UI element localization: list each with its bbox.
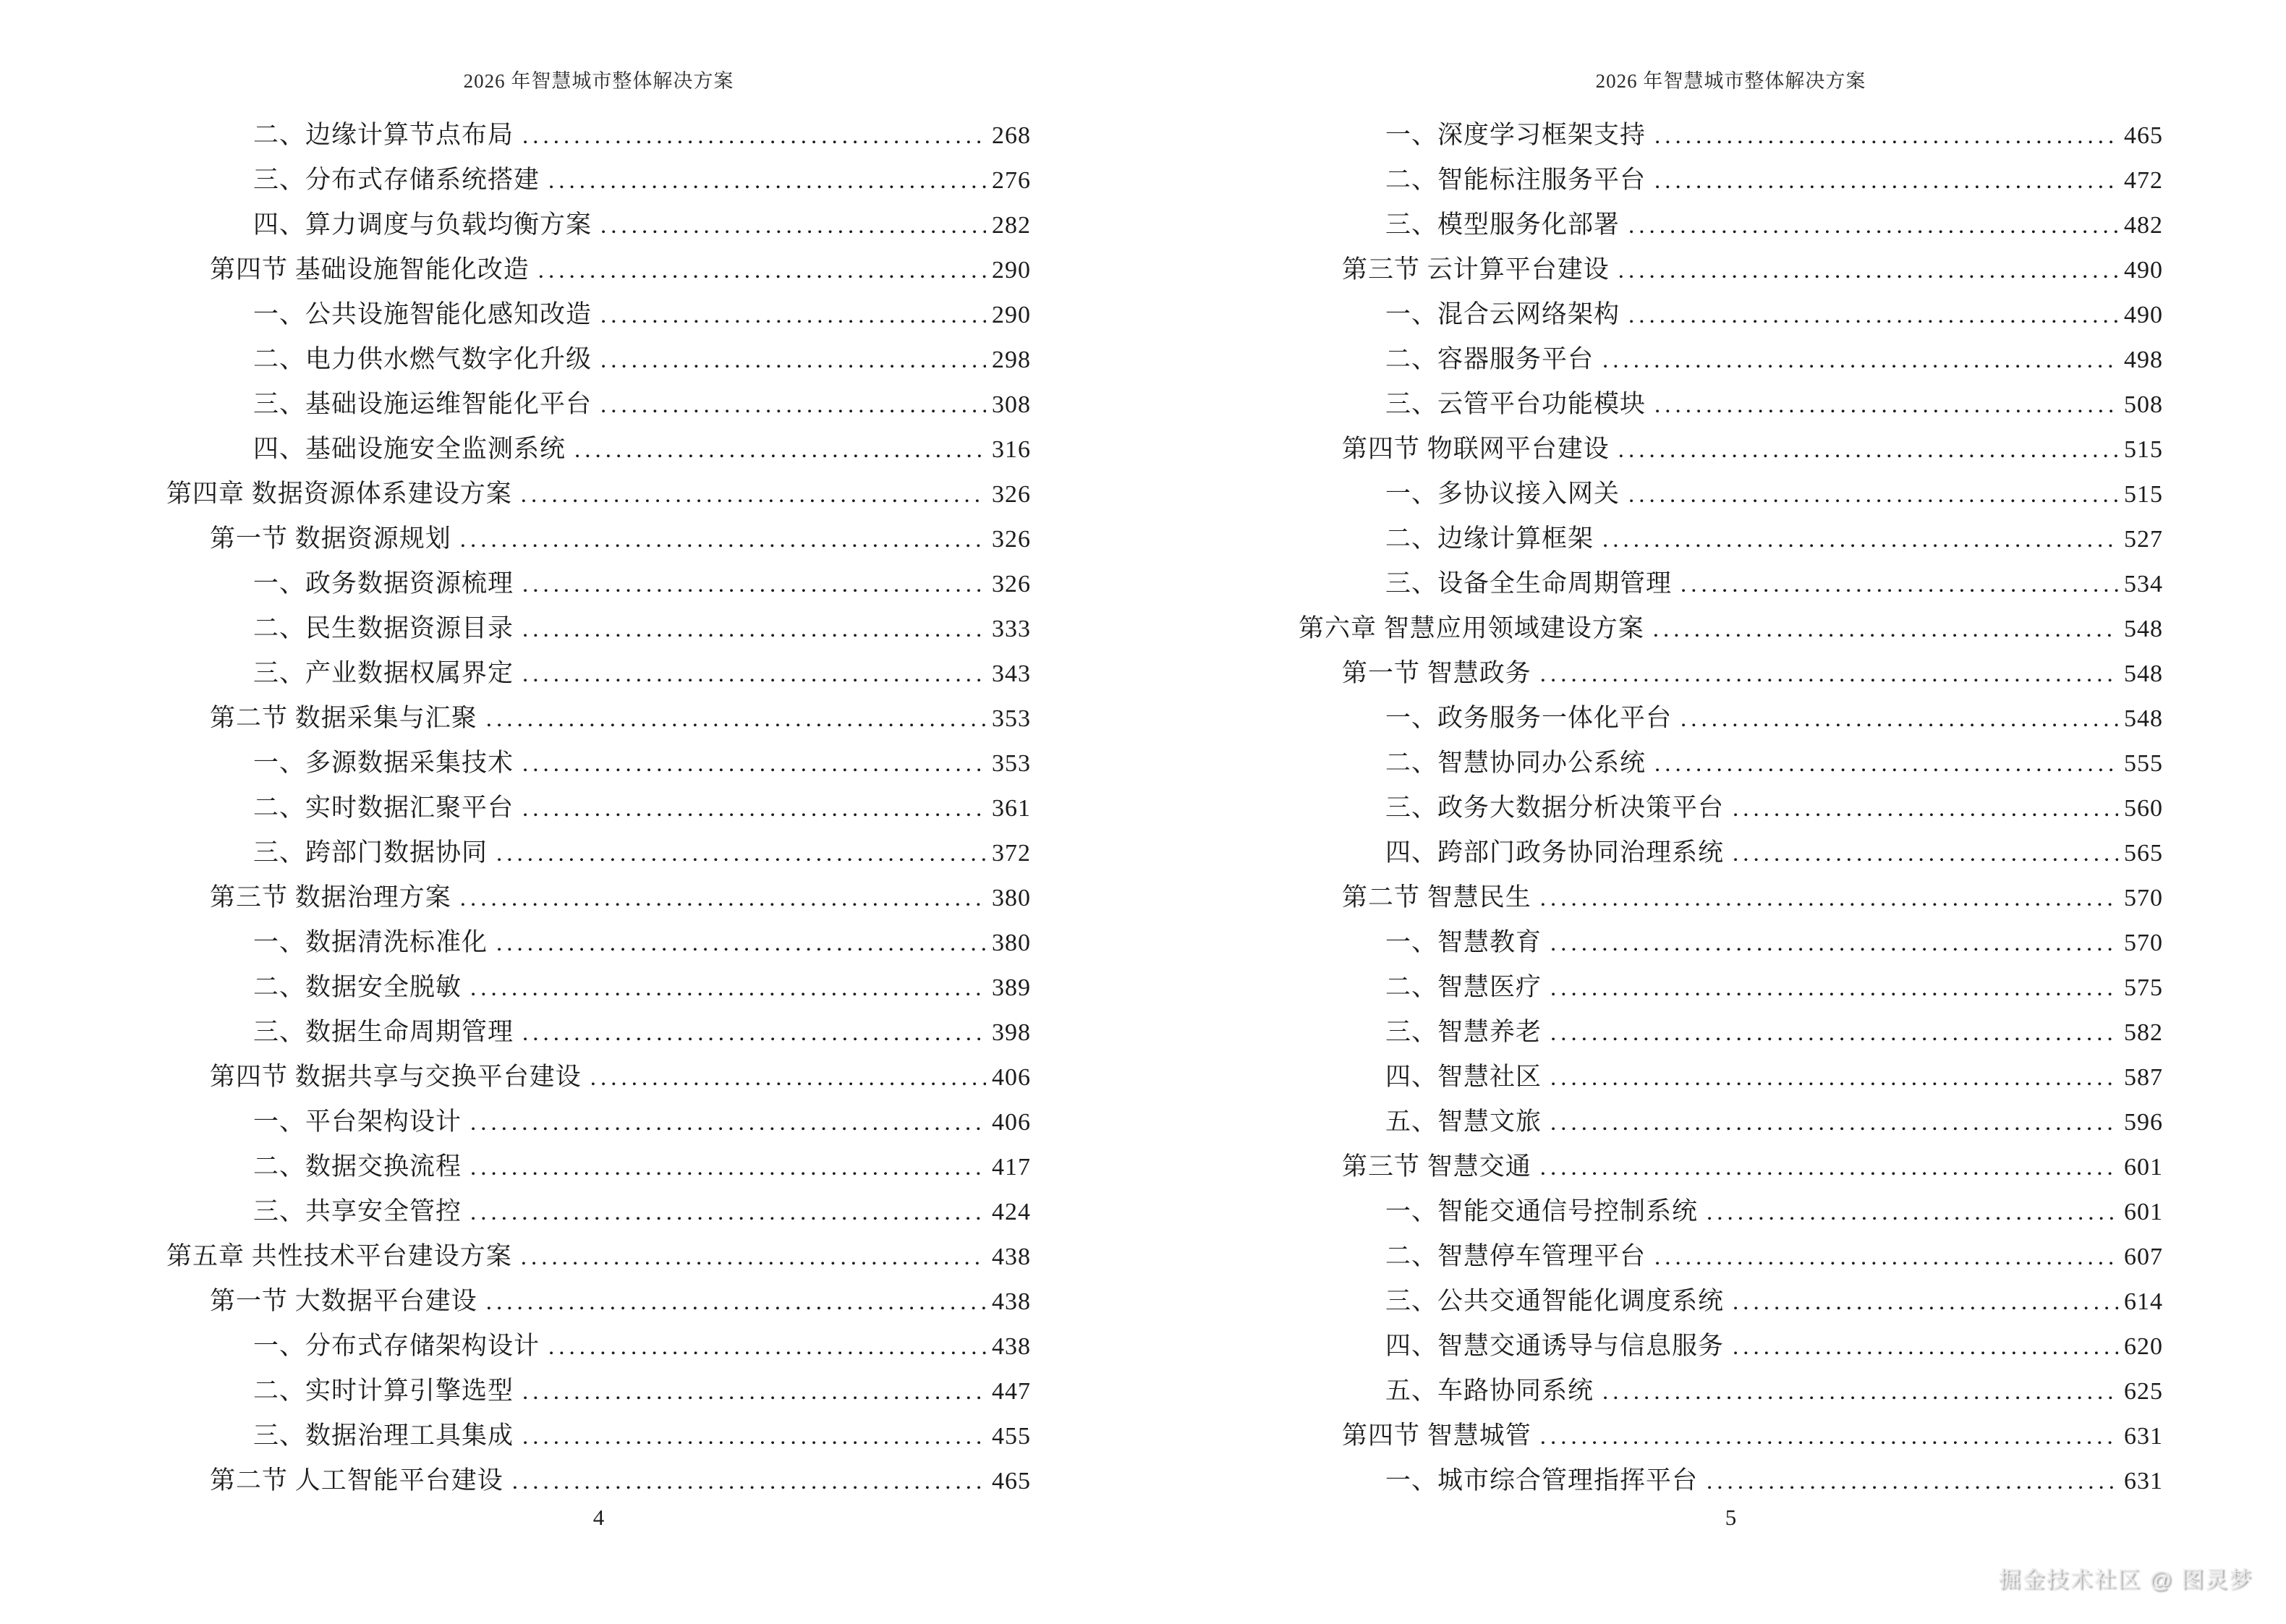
toc-entry-title: 第一节 智慧政务	[1342, 659, 1531, 687]
dot-leader	[1680, 562, 2118, 607]
dot-leader	[538, 248, 986, 293]
toc-entry-page: 308	[992, 391, 1031, 418]
toc-entry-page: 534	[2124, 571, 2163, 598]
toc-entry-title: 一、混合云网络架构	[1385, 300, 1620, 328]
dot-leader	[1550, 1100, 2118, 1145]
dot-leader	[600, 203, 986, 248]
toc-entry-page: 406	[992, 1064, 1031, 1091]
dot-leader	[600, 338, 986, 383]
dot-leader	[522, 1011, 986, 1055]
dot-leader	[460, 876, 986, 921]
toc-entry-page: 601	[2124, 1199, 2163, 1225]
toc-entry-title: 三、公共交通智能化调度系统	[1385, 1287, 1725, 1315]
dot-leader	[521, 1235, 986, 1280]
toc-entry	[1299, 1324, 2163, 1369]
toc-entry-page: 398	[992, 1019, 1031, 1046]
dot-leader	[1653, 607, 2118, 652]
toc-entry-page: 498	[2124, 347, 2163, 373]
toc-entry-title: 第四节 物联网平台建设	[1342, 435, 1610, 463]
dot-leader	[574, 428, 986, 472]
toc-entry	[166, 651, 1031, 696]
toc-entry-page: 631	[2124, 1423, 2163, 1450]
dot-leader	[1733, 1325, 2118, 1369]
toc-entry-title: 第三节 数据治理方案	[210, 883, 451, 911]
toc-entry-title: 第四章 数据资源体系建设方案	[166, 480, 512, 508]
toc-entry	[166, 203, 1031, 247]
dot-leader	[1680, 697, 2118, 741]
toc-entry-page: 417	[992, 1154, 1031, 1181]
page-header: 2026 年智慧城市整体解决方案	[463, 70, 734, 92]
toc-entry-title: 四、智慧交通诱导与信息服务	[1385, 1332, 1725, 1360]
toc-entry-page: 548	[2124, 705, 2163, 732]
toc-entry	[1299, 920, 2163, 965]
toc-entry	[166, 741, 1031, 786]
page-header: 2026 年智慧城市整体解决方案	[1595, 70, 1866, 92]
dot-leader	[1550, 921, 2118, 966]
toc-entry-title: 三、基础设施运维智能化平台	[253, 390, 592, 418]
toc-entry-title: 二、数据交换流程	[253, 1152, 462, 1181]
toc-entry-page: 582	[2124, 1019, 2163, 1046]
toc-entry	[1299, 337, 2163, 382]
toc-entry	[1299, 472, 2163, 516]
toc-entry	[1299, 427, 2163, 472]
toc-entry-title: 一、智慧教育	[1385, 928, 1542, 956]
dot-leader	[1618, 428, 2118, 472]
toc-entry-page: 326	[992, 481, 1031, 508]
toc-entry	[166, 1144, 1031, 1189]
toc-entry-page: 560	[2124, 795, 2163, 822]
toc-entry	[1299, 203, 2163, 247]
toc-entry-title: 三、数据生命周期管理	[253, 1018, 514, 1046]
toc-entry-title: 四、基础设施安全监测系统	[253, 435, 566, 463]
toc-entry	[1299, 516, 2163, 561]
toc-entry	[166, 472, 1031, 516]
toc-entry	[1299, 1369, 2163, 1413]
toc-entry-page: 290	[992, 257, 1031, 284]
toc-entry-title: 二、智慧协同办公系统	[1385, 749, 1646, 777]
toc-entry	[166, 113, 1031, 158]
toc-entry-page: 447	[992, 1378, 1031, 1405]
toc-entry-title: 第一节 数据资源规划	[210, 524, 451, 553]
toc-entry-page: 372	[992, 840, 1031, 867]
toc-entry-page: 276	[992, 167, 1031, 194]
toc-entry	[1299, 292, 2163, 337]
toc-entry-page: 343	[992, 660, 1031, 687]
toc-entry-title: 二、智能标注服务平台	[1385, 166, 1646, 194]
dot-leader	[1733, 831, 2118, 876]
toc-entry-page: 353	[992, 750, 1031, 777]
toc-entry	[1299, 113, 2163, 158]
toc-entry-title: 三、政务大数据分析决策平台	[1385, 794, 1725, 822]
toc-entry	[166, 1100, 1031, 1144]
toc-entry	[1299, 606, 2163, 651]
toc-entry	[166, 337, 1031, 382]
page-left	[166, 0, 1031, 1624]
toc-entry	[166, 1189, 1031, 1234]
dot-leader	[470, 966, 986, 1011]
dot-leader	[548, 1325, 986, 1369]
dot-leader	[522, 1369, 986, 1414]
toc-entry	[166, 561, 1031, 606]
toc-entry-title: 一、多源数据采集技术	[253, 749, 514, 777]
toc-entry	[166, 1413, 1031, 1458]
page-number: 4	[592, 1505, 605, 1530]
toc-entry-page: 601	[2124, 1154, 2163, 1181]
toc-entry	[1299, 875, 2163, 920]
toc-entry-page: 380	[992, 930, 1031, 956]
dot-leader	[486, 1280, 986, 1325]
toc-entry-title: 四、智慧社区	[1385, 1063, 1542, 1091]
toc-entry-page: 316	[992, 436, 1031, 463]
toc-entry	[1299, 1413, 2163, 1458]
toc-list	[1299, 113, 2163, 1503]
toc-entry	[1299, 561, 2163, 606]
dot-leader	[1540, 652, 2118, 697]
toc-entry-title: 一、分布式存储架构设计	[253, 1332, 540, 1360]
dot-leader	[522, 652, 986, 697]
dot-leader	[1628, 472, 2118, 517]
dot-leader	[522, 114, 986, 158]
toc-entry	[166, 1010, 1031, 1055]
toc-entry	[1299, 651, 2163, 696]
toc-entry	[166, 1234, 1031, 1279]
toc-entry-page: 333	[992, 616, 1031, 642]
toc-entry-title: 四、跨部门政务协同治理系统	[1385, 838, 1725, 867]
toc-entry	[1299, 158, 2163, 203]
dot-leader	[1550, 966, 2118, 1011]
toc-entry-title: 二、边缘计算节点布局	[253, 121, 514, 149]
toc-entry-page: 438	[992, 1288, 1031, 1315]
toc-entry-page: 515	[2124, 436, 2163, 463]
dot-leader	[1654, 383, 2118, 428]
toc-entry-title: 一、政务数据资源梳理	[253, 569, 514, 598]
toc-entry	[1299, 1010, 2163, 1055]
toc-entry-page: 631	[2124, 1468, 2163, 1495]
toc-entry	[166, 1055, 1031, 1100]
toc-entry	[1299, 1100, 2163, 1144]
toc-entry-page: 548	[2124, 660, 2163, 687]
dot-leader	[470, 1190, 986, 1235]
toc-entry-title: 三、设备全生命周期管理	[1385, 569, 1673, 598]
dot-leader	[522, 786, 986, 831]
dot-leader	[1618, 248, 2118, 293]
toc-entry-title: 二、实时数据汇聚平台	[253, 794, 514, 822]
dot-leader	[600, 383, 986, 428]
dot-leader	[1654, 1235, 2118, 1280]
toc-entry	[1299, 965, 2163, 1010]
dot-leader	[470, 1100, 986, 1145]
dot-leader	[522, 607, 986, 652]
toc-entry-title: 三、数据治理工具集成	[253, 1421, 514, 1450]
toc-entry-title: 二、实时计算引擎选型	[253, 1377, 514, 1405]
dot-leader	[470, 1145, 986, 1190]
toc-entry-title: 第四节 基础设施智能化改造	[210, 255, 530, 284]
dot-leader	[600, 293, 986, 338]
dot-leader	[496, 831, 986, 876]
dot-leader	[1733, 1280, 2118, 1325]
toc-entry-title: 第二节 数据采集与汇聚	[210, 704, 477, 732]
dot-leader	[1602, 517, 2118, 562]
toc-entry-page: 472	[2124, 167, 2163, 194]
toc-entry-page: 625	[2124, 1378, 2163, 1405]
toc-entry	[166, 516, 1031, 561]
toc-entry-page: 438	[992, 1333, 1031, 1360]
dot-leader	[1628, 203, 2118, 248]
dot-leader	[496, 921, 986, 966]
toc-entry-page: 490	[2124, 257, 2163, 284]
toc-entry	[166, 830, 1031, 875]
toc-entry-page: 353	[992, 705, 1031, 732]
dot-leader	[512, 1459, 986, 1504]
toc-entry	[166, 786, 1031, 830]
dot-leader	[521, 472, 986, 517]
toc-entry-page: 490	[2124, 302, 2163, 328]
toc-entry-title: 三、产业数据权属界定	[253, 659, 514, 687]
toc-entry-page: 570	[2124, 930, 2163, 956]
toc-entry-page: 548	[2124, 616, 2163, 642]
toc-entry-page: 380	[992, 885, 1031, 911]
toc-entry-page: 596	[2124, 1109, 2163, 1136]
toc-entry-title: 一、平台架构设计	[253, 1108, 462, 1136]
toc-entry-page: 268	[992, 122, 1031, 149]
toc-entry-page: 455	[992, 1423, 1031, 1450]
toc-entry-title: 一、深度学习框架支持	[1385, 121, 1646, 149]
dot-leader	[1654, 741, 2118, 786]
toc-entry-page: 282	[992, 212, 1031, 239]
dot-leader	[460, 517, 986, 562]
toc-entry-page: 482	[2124, 212, 2163, 239]
dot-leader	[1733, 786, 2118, 831]
toc-entry	[166, 696, 1031, 741]
toc-entry-title: 第四节 智慧城管	[1342, 1421, 1531, 1450]
toc-entry-page: 607	[2124, 1243, 2163, 1270]
toc-entry-title: 五、智慧文旅	[1385, 1108, 1542, 1136]
toc-entry-title: 第六章 智慧应用领域建设方案	[1299, 614, 1644, 642]
page-right	[1299, 0, 2163, 1624]
toc-entry-page: 527	[2124, 526, 2163, 553]
toc-entry	[166, 875, 1031, 920]
toc-entry-title: 三、分布式存储系统搭建	[253, 166, 540, 194]
toc-entry	[166, 427, 1031, 472]
dot-leader	[1628, 293, 2118, 338]
toc-entry-title: 第二节 智慧民生	[1342, 883, 1531, 911]
dot-leader	[522, 741, 986, 786]
dot-leader	[486, 697, 986, 741]
dot-leader	[1540, 876, 2118, 921]
toc-entry-title: 第三节 云计算平台建设	[1342, 255, 1610, 284]
dot-leader	[1540, 1414, 2118, 1459]
page-number: 5	[1725, 1505, 1737, 1530]
toc-entry-title: 二、边缘计算框架	[1385, 524, 1594, 553]
dot-leader	[1707, 1459, 2118, 1504]
toc-entry	[166, 1458, 1031, 1503]
toc-entry-page: 614	[2124, 1288, 2163, 1315]
toc-entry	[1299, 1144, 2163, 1189]
toc-entry	[1299, 1189, 2163, 1234]
toc-entry-title: 二、电力供水燃气数字化升级	[253, 345, 592, 373]
toc-entry	[1299, 1458, 2163, 1503]
dot-leader	[1550, 1055, 2118, 1100]
toc-entry	[166, 965, 1031, 1010]
toc-entry-title: 一、政务服务一体化平台	[1385, 704, 1673, 732]
toc-entry-title: 第二节 人工智能平台建设	[210, 1466, 503, 1495]
toc-entry-title: 二、智慧医疗	[1385, 973, 1542, 1001]
dot-leader	[548, 158, 986, 203]
toc-entry	[1299, 247, 2163, 292]
toc-entry	[166, 292, 1031, 337]
toc-entry-title: 第一节 大数据平台建设	[210, 1287, 477, 1315]
toc-entry-title: 二、数据安全脱敏	[253, 973, 462, 1001]
dot-leader	[1602, 338, 2118, 383]
toc-entry-title: 一、数据清洗标准化	[253, 928, 488, 956]
toc-entry	[166, 382, 1031, 427]
dot-leader	[1540, 1145, 2118, 1190]
toc-entry-page: 555	[2124, 750, 2163, 777]
toc-entry-title: 五、车路协同系统	[1385, 1377, 1594, 1405]
toc-entry-title: 四、算力调度与负载均衡方案	[253, 211, 592, 239]
toc-entry	[166, 1324, 1031, 1369]
toc-entry-title: 三、共享安全管控	[253, 1197, 462, 1225]
toc-entry-page: 570	[2124, 885, 2163, 911]
toc-list	[166, 113, 1031, 1503]
toc-entry-title: 一、智能交通信号控制系统	[1385, 1197, 1699, 1225]
toc-entry	[1299, 1234, 2163, 1279]
toc-entry-title: 三、智慧养老	[1385, 1018, 1542, 1046]
toc-entry	[1299, 1055, 2163, 1100]
toc-entry-page: 326	[992, 526, 1031, 553]
toc-entry	[1299, 696, 2163, 741]
toc-entry-page: 389	[992, 974, 1031, 1001]
dot-leader	[1654, 114, 2118, 158]
toc-entry-page: 620	[2124, 1333, 2163, 1360]
toc-entry	[1299, 741, 2163, 786]
toc-entry-page: 565	[2124, 840, 2163, 867]
toc-entry-title: 三、模型服务化部署	[1385, 211, 1620, 239]
toc-entry	[1299, 786, 2163, 830]
toc-entry-title: 第五章 共性技术平台建设方案	[166, 1242, 512, 1270]
watermark: 掘金技术社区 @ 图灵梦	[1998, 1567, 2253, 1592]
toc-entry	[1299, 382, 2163, 427]
toc-entry-page: 508	[2124, 391, 2163, 418]
toc-entry-page: 465	[2124, 122, 2163, 149]
toc-entry-title: 二、民生数据资源目录	[253, 614, 514, 642]
toc-entry	[1299, 830, 2163, 875]
toc-entry-page: 326	[992, 571, 1031, 598]
toc-entry	[166, 247, 1031, 292]
toc-entry	[166, 606, 1031, 651]
dot-leader	[1654, 158, 2118, 203]
toc-entry-page: 424	[992, 1199, 1031, 1225]
dot-leader	[1602, 1369, 2118, 1414]
toc-entry	[166, 1369, 1031, 1413]
dot-leader	[590, 1055, 986, 1100]
toc-entry-title: 一、公共设施智能化感知改造	[253, 300, 592, 328]
toc-entry-page: 438	[992, 1243, 1031, 1270]
dot-leader	[522, 562, 986, 607]
toc-entry-page: 298	[992, 347, 1031, 373]
toc-entry-page: 587	[2124, 1064, 2163, 1091]
toc-entry	[166, 1279, 1031, 1324]
dot-leader	[522, 1414, 986, 1459]
dot-leader	[1707, 1190, 2118, 1235]
toc-entry	[1299, 1279, 2163, 1324]
toc-entry-title: 第三节 智慧交通	[1342, 1152, 1531, 1181]
toc-entry-title: 三、跨部门数据协同	[253, 838, 488, 867]
dot-leader	[1550, 1011, 2118, 1055]
toc-entry	[166, 158, 1031, 203]
toc-entry-title: 一、多协议接入网关	[1385, 480, 1620, 508]
toc-entry-title: 二、智慧停车管理平台	[1385, 1242, 1646, 1270]
toc-entry-title: 二、容器服务平台	[1385, 345, 1594, 373]
toc-entry	[166, 920, 1031, 965]
toc-entry-page: 575	[2124, 974, 2163, 1001]
toc-entry-page: 515	[2124, 481, 2163, 508]
toc-entry-page: 465	[992, 1468, 1031, 1495]
toc-entry-page: 406	[992, 1109, 1031, 1136]
toc-entry-page: 290	[992, 302, 1031, 328]
toc-entry-title: 一、城市综合管理指挥平台	[1385, 1466, 1699, 1495]
toc-entry-page: 361	[992, 795, 1031, 822]
toc-entry-title: 第四节 数据共享与交换平台建设	[210, 1063, 582, 1091]
toc-entry-title: 三、云管平台功能模块	[1385, 390, 1646, 418]
